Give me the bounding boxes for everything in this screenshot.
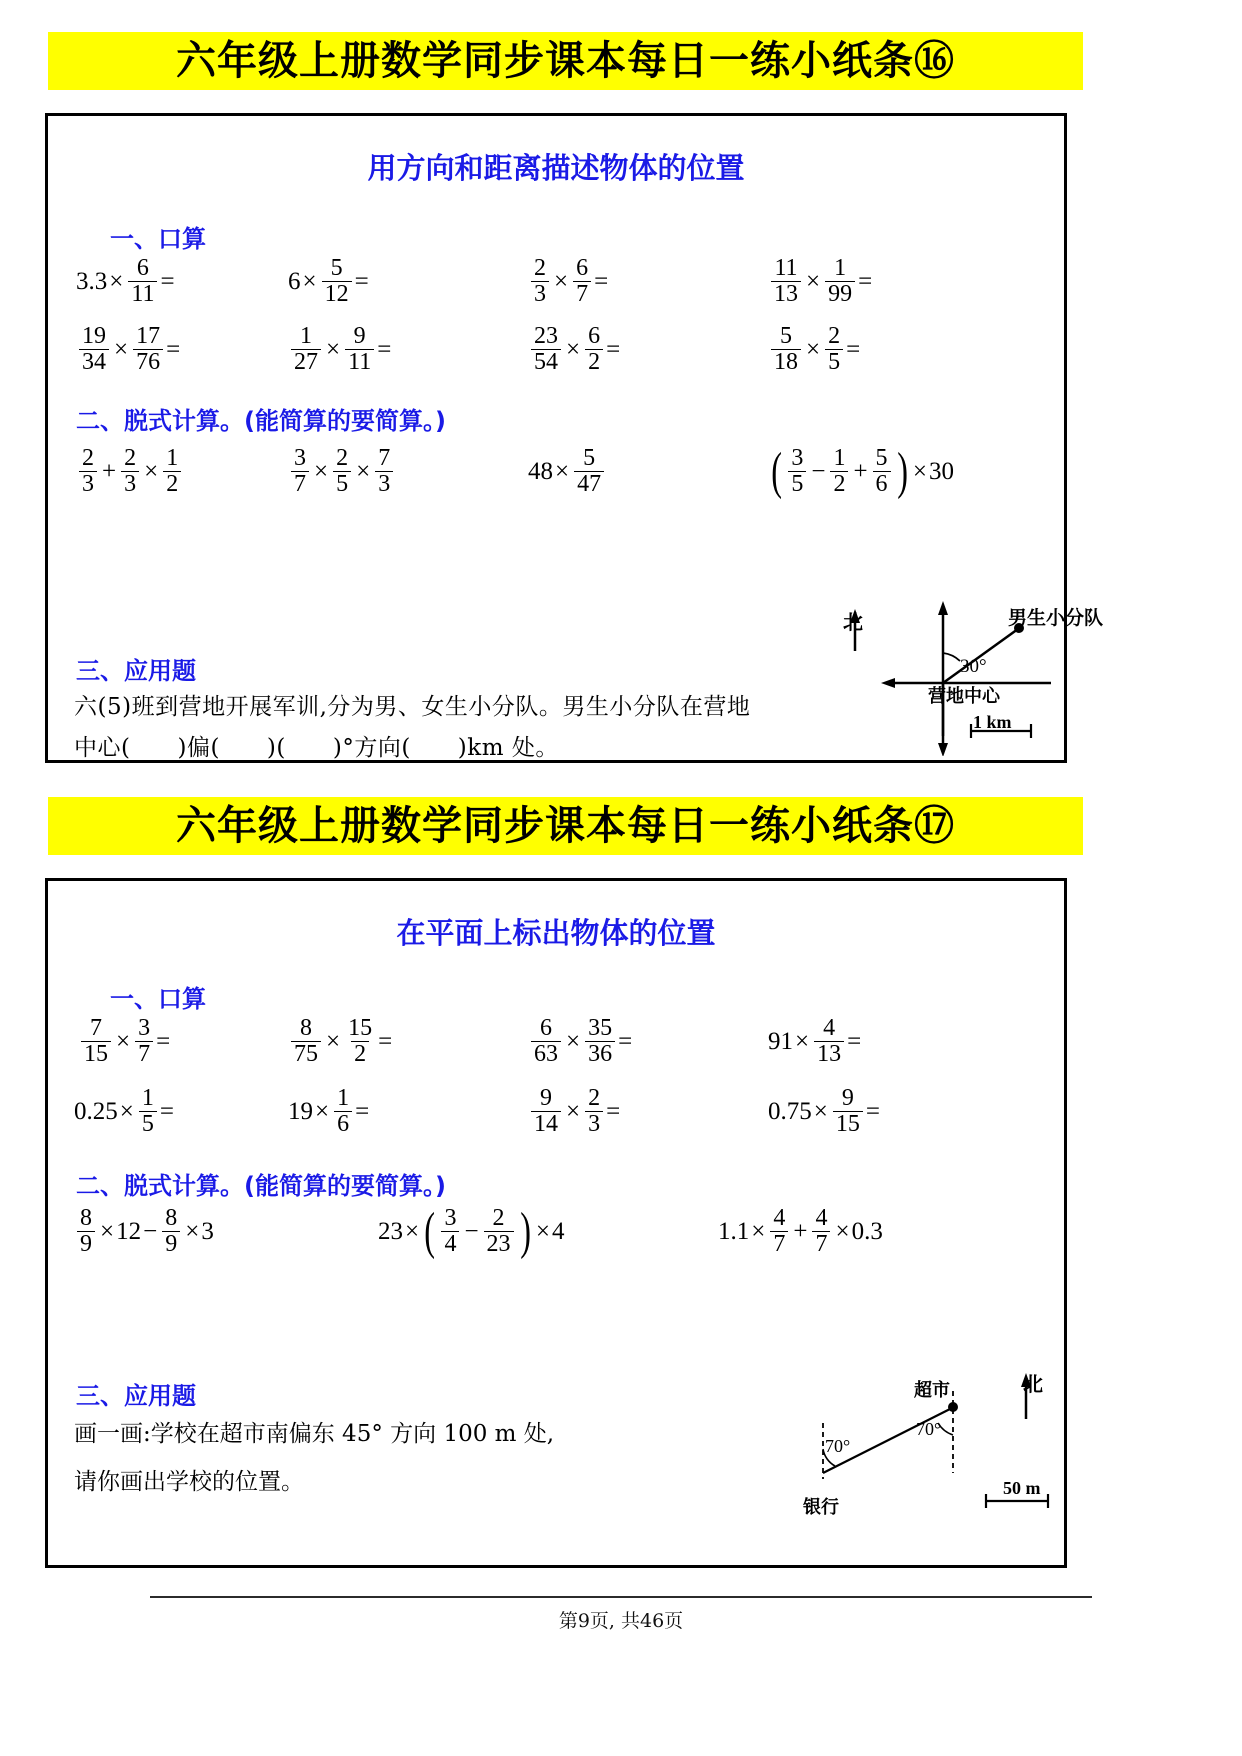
operator: × <box>119 1097 134 1125</box>
fraction: $\frac{1}{2}$ <box>830 446 848 497</box>
lead-value: 1.1 <box>718 1217 750 1245</box>
equals: = <box>355 1097 370 1125</box>
operator: − <box>811 457 826 485</box>
fraction: $\frac{5}{6}$ <box>873 446 891 497</box>
fraction: $\frac{9}{15}$ <box>833 1086 863 1137</box>
expression-problem <box>48 1206 378 1257</box>
section-head-word-1: 三、应用题 <box>76 657 196 685</box>
word-problem-line2: 中心( )偏( )( )°方向( )km 处。 <box>74 735 559 761</box>
fraction: $\frac{4}{13}$ <box>814 1016 844 1067</box>
north-label-1: 北 <box>843 610 863 634</box>
oral-problem <box>288 1016 528 1067</box>
oral-problem <box>528 256 768 307</box>
expression-problem <box>718 1206 1048 1257</box>
expr-row-1 <box>48 442 1064 500</box>
fraction: $\frac{3}{7}$ <box>135 1016 153 1067</box>
expression-problem <box>378 1202 718 1260</box>
equals: = <box>606 335 621 363</box>
equals: = <box>160 267 175 295</box>
direction-diagram-market <box>738 1361 1058 1541</box>
scale-label-1km: 1 km <box>973 712 1012 732</box>
equals: = <box>618 1027 633 1055</box>
fraction: $\frac{6}{63}$ <box>531 1016 561 1067</box>
angle-label-right-70: 70° <box>916 1419 942 1439</box>
oral-problem <box>768 1016 1008 1067</box>
equals: = <box>847 1027 862 1055</box>
left-paren: ( <box>424 1202 436 1260</box>
operator: × <box>109 267 124 295</box>
fraction: $\frac{17}{76}$ <box>133 324 163 375</box>
fraction: $\frac{2}{5}$ <box>825 324 843 375</box>
oral-problem <box>288 324 528 375</box>
operator: × <box>566 1097 581 1125</box>
oral-problem <box>288 256 528 307</box>
fraction: $\frac{6}{2}$ <box>585 324 603 375</box>
equals: = <box>378 1027 393 1055</box>
oral-problem <box>768 1086 1008 1137</box>
tail-value: 0.3 <box>851 1217 883 1245</box>
value: 12 <box>116 1217 142 1245</box>
fraction: $\frac{6}{7}$ <box>573 256 591 307</box>
operator: × <box>100 1217 115 1245</box>
fraction: $\frac{9}{14}$ <box>531 1086 561 1137</box>
fraction: $\frac{1}{2}$ <box>163 446 181 497</box>
page-footer: 第9页, 共46页 <box>558 1610 684 1632</box>
operator: × <box>144 457 159 485</box>
lead-value: 0.75 <box>768 1097 812 1125</box>
operator: × <box>326 1027 341 1055</box>
point-label-male-squad: 男生小分队 <box>1008 607 1104 629</box>
operator: × <box>405 1217 420 1245</box>
oral-problem <box>48 1086 288 1137</box>
operator: × <box>835 1217 850 1245</box>
operator: × <box>555 457 570 485</box>
operator: + <box>793 1217 808 1245</box>
oral-row-1-a <box>48 256 1064 307</box>
oral-problem <box>48 324 288 375</box>
oral-problem <box>288 1086 528 1137</box>
expression-problem <box>768 442 1028 500</box>
oral-row-1-b <box>48 324 1064 375</box>
fraction: $\frac{5}{47}$ <box>574 446 604 497</box>
angle-label-left-70: 70° <box>825 1436 851 1456</box>
oral-problem <box>528 1016 768 1067</box>
section-head-expr-2: 二、脱式计算。(能简算的要简算。) <box>76 1172 446 1200</box>
operator: × <box>315 1097 330 1125</box>
expression-problem <box>288 446 528 497</box>
operator: × <box>566 1027 581 1055</box>
operator: × <box>806 335 821 363</box>
left-paren: ( <box>771 442 783 500</box>
tail-value: 30 <box>928 457 954 485</box>
expression-problem <box>48 446 288 497</box>
equals: = <box>594 267 609 295</box>
fraction: $\frac{35}{36}$ <box>585 1016 615 1067</box>
lead-value: 6 <box>288 267 301 295</box>
oral-row-2-b <box>48 1086 1064 1137</box>
worksheet-card-17 <box>45 878 1067 1568</box>
fraction: $\frac{23}{54}$ <box>531 324 561 375</box>
sheet-banner-17: 六年级上册数学同步课本每日一练小纸条⑰ <box>48 797 1083 855</box>
operator: × <box>114 335 129 363</box>
fraction: $\frac{5}{12}$ <box>322 256 352 307</box>
oral-problem <box>768 324 1008 375</box>
fraction: $\frac{9}{11}$ <box>345 324 374 375</box>
market-label: 超市 <box>914 1380 950 1401</box>
operator: × <box>554 267 569 295</box>
operator: × <box>302 267 317 295</box>
fraction: $\frac{11}{13}$ <box>771 256 801 307</box>
origin-label-camp-center: 营地中心 <box>928 686 1000 707</box>
section-head-oral-2: 一、口算 <box>110 985 206 1013</box>
operator: × <box>806 267 821 295</box>
fraction: $\frac{7}{3}$ <box>375 446 393 497</box>
value: 3 <box>201 1217 214 1245</box>
fraction: $\frac{2}{5}$ <box>333 446 351 497</box>
fraction: $\frac{7}{15}$ <box>81 1016 111 1067</box>
operator: × <box>795 1027 810 1055</box>
oral-problem <box>48 256 288 307</box>
scale-label-50m: 50 m <box>1003 1478 1041 1498</box>
lead-value: 0.25 <box>74 1097 118 1125</box>
lead-value: 48 <box>528 457 553 485</box>
fraction: $\frac{1}{27}$ <box>291 324 321 375</box>
tail-value: 4 <box>551 1217 565 1245</box>
operator: × <box>356 457 371 485</box>
fraction: $\frac{8}{9}$ <box>162 1206 180 1257</box>
angle-label-30: 30° <box>960 656 987 677</box>
operator: × <box>535 1217 550 1245</box>
north-label-2: 北 <box>1023 1372 1043 1396</box>
fraction: $\frac{1}{6}$ <box>334 1086 352 1137</box>
operator: × <box>116 1027 131 1055</box>
operator: × <box>566 335 581 363</box>
fraction: $\frac{2}{3}$ <box>531 256 549 307</box>
operator: + <box>853 457 868 485</box>
lead-value: 23 <box>378 1217 403 1245</box>
sheet-title-16: 用方向和距离描述物体的位置 <box>367 151 745 185</box>
fraction: $\frac{3}{4}$ <box>441 1206 459 1257</box>
fraction: $\frac{15}{2}$ <box>348 1015 373 1068</box>
lead-value: 3.3 <box>76 267 108 295</box>
section-head-expr-1: 二、脱式计算。(能简算的要简算。) <box>76 407 446 435</box>
right-paren: ) <box>896 442 908 500</box>
section-head-word-2: 三、应用题 <box>76 1382 196 1410</box>
oral-row-2-a <box>48 1016 1064 1067</box>
lead-value: 91 <box>768 1027 793 1055</box>
equals: = <box>166 335 181 363</box>
word-problem2-line1: 画一画:学校在超市南偏东 45° 方向 100 m 处, <box>74 1421 555 1447</box>
fraction: $\frac{1}{99}$ <box>825 256 855 307</box>
equals: = <box>377 335 392 363</box>
fraction: $\frac{8}{75}$ <box>291 1016 321 1067</box>
equals: = <box>354 267 369 295</box>
fraction: $\frac{3}{7}$ <box>291 446 309 497</box>
expr-row-2 <box>48 1202 1064 1260</box>
fraction: $\frac{5}{18}$ <box>771 324 801 375</box>
oral-problem <box>768 256 1008 307</box>
operator: − <box>143 1217 158 1245</box>
equals: = <box>156 1027 171 1055</box>
fraction: $\frac{2}{3}$ <box>585 1086 603 1137</box>
equals: = <box>865 1097 880 1125</box>
word-problem2-line2: 请你画出学校的位置。 <box>74 1469 304 1495</box>
operator: × <box>912 457 927 485</box>
equals: = <box>159 1097 174 1125</box>
fraction: $\frac{19}{34}$ <box>79 324 109 375</box>
fraction: $\frac{1}{5}$ <box>139 1086 157 1137</box>
fraction: $\frac{4}{7}$ <box>812 1206 830 1257</box>
fraction: $\frac{4}{7}$ <box>770 1206 788 1257</box>
fraction: $\frac{2}{3}$ <box>79 446 97 497</box>
oral-problem <box>528 324 768 375</box>
word-problem-line1: 六(5)班到营地开展军训,分为男、女生小分队。男生小分队在营地 <box>74 694 751 720</box>
operator: × <box>326 335 341 363</box>
oral-problem <box>48 1016 288 1067</box>
sheet-title-17: 在平面上标出物体的位置 <box>396 916 716 950</box>
fraction: $\frac{3}{5}$ <box>788 446 806 497</box>
operator: × <box>813 1097 828 1125</box>
lead-value: 19 <box>288 1097 313 1125</box>
operator: − <box>464 1217 479 1245</box>
section-head-oral-1: 一、口算 <box>110 225 206 253</box>
operator: × <box>314 457 329 485</box>
fraction: $\frac{6}{11}$ <box>128 256 157 307</box>
expression-problem <box>528 446 768 497</box>
operator: × <box>185 1217 200 1245</box>
oral-problem <box>528 1086 768 1137</box>
sheet-banner-16: 六年级上册数学同步课本每日一练小纸条⑯ <box>48 32 1083 90</box>
fraction: $\frac{8}{9}$ <box>77 1206 95 1257</box>
bank-label: 银行 <box>803 1497 839 1518</box>
operator: + <box>102 457 117 485</box>
equals: = <box>606 1097 621 1125</box>
operator: × <box>751 1217 766 1245</box>
fraction: $\frac{2}{23}$ <box>484 1206 514 1257</box>
fraction: $\frac{2}{3}$ <box>121 446 139 497</box>
equals: = <box>846 335 861 363</box>
equals: = <box>858 267 873 295</box>
worksheet-card-16 <box>45 113 1104 763</box>
right-paren: ) <box>519 1202 531 1260</box>
